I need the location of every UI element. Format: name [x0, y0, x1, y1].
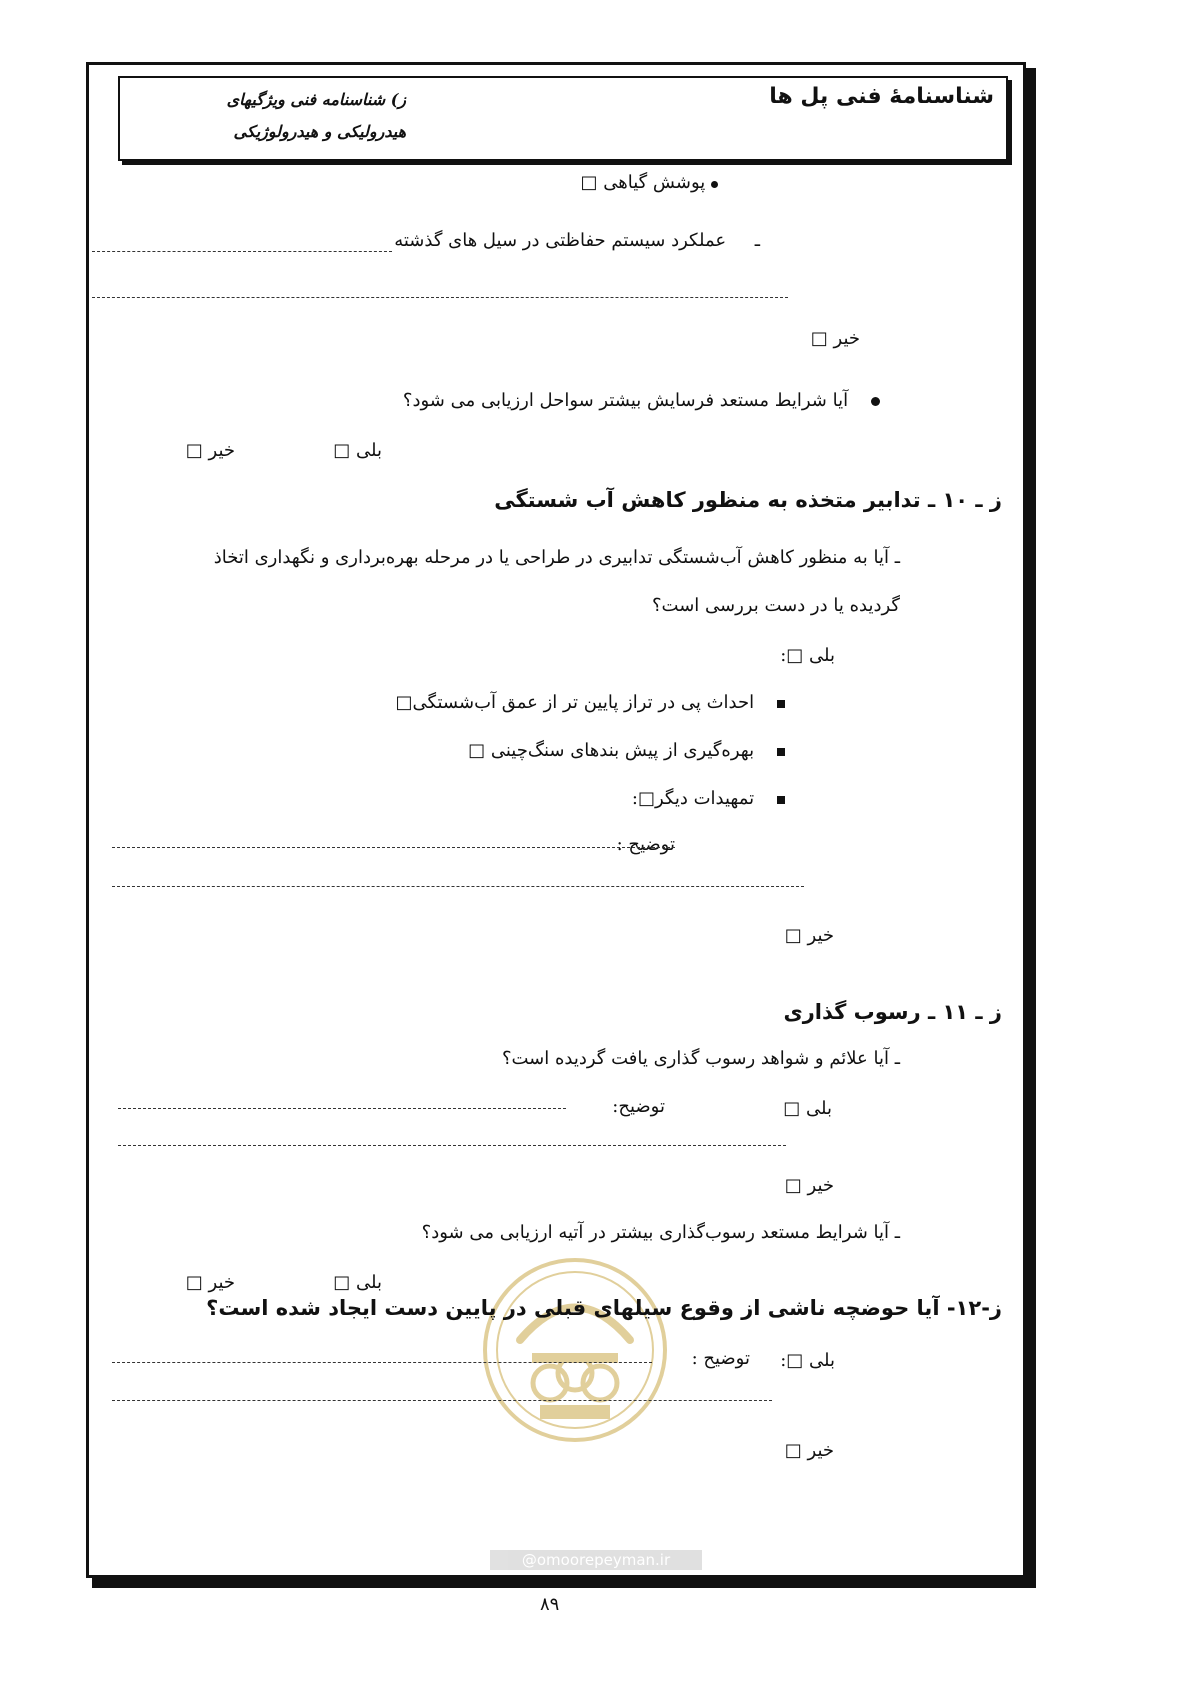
fill-line — [92, 297, 788, 298]
section-10-question-line1: ـ آیا به منظور کاهش آب‌شستگی تدابیری در طراحی یا در مرحله بهره‌برداری و نگهداری اتخاذ — [213, 547, 900, 568]
section-11-explain-label: توضیح: — [612, 1096, 665, 1117]
no-option-1[interactable]: خیر □ — [810, 328, 860, 349]
section-10-yes-option[interactable]: بلی □: — [780, 645, 835, 666]
section-11-no-option-1[interactable]: خیر □ — [784, 1175, 834, 1196]
section-10-option-2[interactable] — [468, 740, 785, 761]
no-option-2[interactable]: خیر □ — [185, 440, 235, 461]
section-12-yes-option[interactable]: بلی □: — [780, 1350, 835, 1371]
fill-line — [118, 1145, 786, 1146]
fill-line — [112, 847, 675, 848]
watermark-seal-icon — [480, 1255, 670, 1445]
fill-line — [112, 886, 804, 887]
square-bullet-icon — [777, 748, 785, 756]
square-bullet-icon — [777, 796, 785, 804]
bullet-icon — [871, 397, 880, 406]
section-12-explain-label: توضیح : — [691, 1348, 750, 1369]
fill-line — [92, 251, 392, 252]
option-label: تمهیدات دیگر□: — [631, 788, 755, 809]
section-11-heading: ز ـ ۱۱ ـ رسوب گذاری — [783, 1000, 1002, 1024]
section-10-question-line2: گردیده یا در دست بررسی است؟ — [651, 595, 900, 616]
option-label: بهره‌گیری از پیش بندهای سنگ‌چینی □ — [468, 740, 755, 761]
section-11-question-2: ـ آیا شرایط مستعد رسوب‌گذاری بیشتر در آتیه ارزیابی می شود؟ — [421, 1222, 900, 1243]
fill-line — [112, 1362, 652, 1363]
section-10-option-3[interactable] — [632, 788, 785, 809]
section-10-option-1[interactable] — [396, 692, 785, 713]
past-floods-label: عملکرد سیستم حفاظتی در سیل های گذشته — [394, 230, 727, 251]
section-10-explain-label: توضیح : — [616, 834, 675, 855]
option-label: احداث پی در تراز پایین تر از عمق آب‌شستگی□ — [395, 692, 755, 713]
section-subtitle-line2: هیدرولیکی و هیدرولوژیکی — [233, 122, 406, 141]
erosion-question — [403, 390, 880, 411]
page-number: ۸۹ — [540, 1594, 560, 1615]
page-header — [118, 76, 1008, 161]
section-11-yes-option-2[interactable]: بلی □ — [333, 1272, 382, 1293]
yes-option-1[interactable]: بلی □ — [333, 440, 382, 461]
past-floods-line — [394, 230, 760, 251]
section-12-heading: ز-۱۲- آیا حوضچه ناشی از وقوع سیلهای قبلی در پایین دست ایجاد شده است؟ — [206, 1296, 1002, 1320]
section-11-no-option-2[interactable]: خیر □ — [185, 1272, 235, 1293]
fill-line — [112, 1400, 772, 1401]
section-subtitle-line1: ز) شناسنامه فنی ویژگیهای — [226, 90, 406, 109]
dash-prefix: ـ — [754, 230, 760, 251]
bullet-icon — [711, 181, 718, 188]
square-bullet-icon — [777, 700, 785, 708]
erosion-question-text: آیا شرایط مستعد فرسایش بیشتر سواحل ارزیابی می شود؟ — [402, 390, 849, 411]
section-10-heading: ز ـ ۱۰ ـ تدابیر متخذه به منظور کاهش آب شستگی — [494, 488, 1002, 512]
vegetation-option — [580, 172, 718, 193]
fill-line — [118, 1108, 566, 1109]
section-11-yes-option-1[interactable]: بلی □ — [783, 1098, 832, 1119]
section-12-no-option[interactable]: خیر □ — [784, 1440, 834, 1461]
vegetation-label: پوشش گیاهی □ — [580, 172, 706, 193]
section-11-question-1: ـ آیا علائم و شواهد رسوب گذاری یافت گردیده است؟ — [501, 1048, 900, 1069]
document-title: شناسنامۀ فنی پل ها — [769, 84, 994, 109]
section-10-no-option[interactable]: خیر □ — [784, 925, 834, 946]
watermark-url: @omoorepeyman.ir — [490, 1550, 702, 1570]
